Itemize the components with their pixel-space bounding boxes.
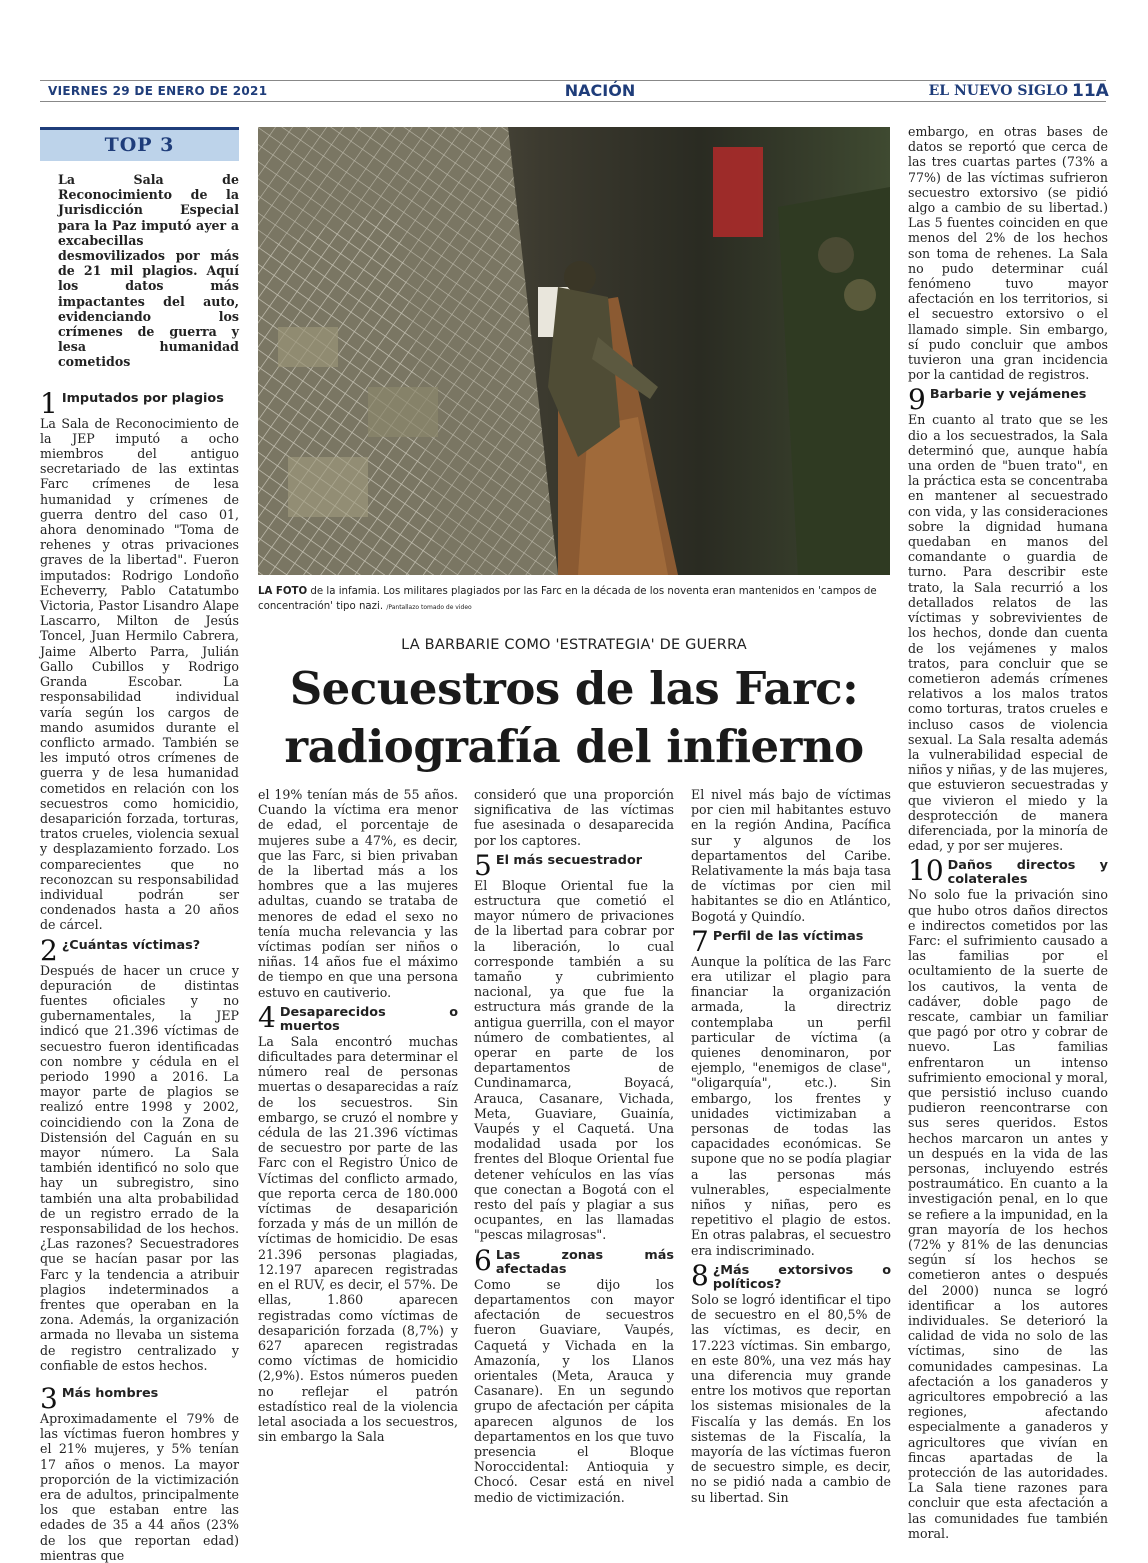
section-7	[691, 924, 891, 1258]
photo-caption	[258, 584, 890, 615]
section-name: NACIÓN	[564, 81, 636, 100]
newspaper-name: EL NUEVO SIGLO	[928, 83, 1068, 99]
section-6	[474, 1243, 674, 1505]
section-number: 5	[474, 848, 492, 882]
page-number: 11A	[1072, 81, 1109, 101]
column-5	[908, 124, 1108, 1541]
section-text: el 19% tenían más de 55 años. Cuando la víctima era menor de edad, el porcentaje de mujeres sube a 47%, es decir, que las Farc, si bien privaban de la libertad más a los hombres que a las mujeres adultas, cuando se trataba de menores de edad el sexo no tenía mucha relevancia y las víctimas podían ser niños o niñas. 14 años fue el máximo de tiempo en que una persona estuvo en cautiverio.	[258, 787, 458, 1000]
section-title: Barbarie y vejámenes	[929, 387, 1087, 403]
section-title: Perfil de las víctimas	[712, 928, 864, 944]
column-1	[40, 172, 239, 1563]
article-headline	[258, 660, 890, 776]
section-number: 4	[258, 1000, 276, 1034]
section-4	[258, 1000, 458, 1445]
section-text: Solo se logró identificar el tipo de secuestro en el 80,5% de las víctimas, es decir, en 17.223 víctimas. Sin embargo, en este 80%, una vez más hay una diferencia muy grande entre los motivos que reportan los sistemas misionales de la Fiscalía y las demás. En los sistemas de la Fiscalía, la mayoría de las víctimas fueron de secuestro simple, es decir, no se pidió nada a cambio de su libertad. Sin	[691, 1291, 891, 1505]
section-number: 7	[691, 924, 709, 958]
sidebar-intro: La Sala de Reconocimiento de la Jurisdicción Especial para la Paz imputó ayer a excabecillas desmovilizados por más de 21 mil plagios. Aquí los datos más impactantes del auto, evidenciando los crímenes de guerra y lesa humanidad cometidos	[58, 172, 239, 370]
section-text: embargo, en otras bases de datos se reportó que cerca de las tres cuartas partes (73% a 77%) de las víctimas sufrieron secuestro extorsivo (se pidió algo a cambio de su libertad.) Las 5 fuentes coinciden en que menos del 2% de los hechos son toma de rehenes. La Sala no pudo determinar cuál fenómeno tuvo mayor afectación en los territorios, si el secuestro extorsivo o el llamado simple. Sin embargo, sí pudo concluir que ambos tuvieron una gran incidencia por la cantidad de registros.	[908, 124, 1108, 383]
article-kicker: LA BARBARIE COMO 'ESTRATEGIA' DE GUERRA	[401, 637, 747, 653]
section-text: consideró que una proporción significativa de las víctimas fue asesinada o desaparecida por los captores.	[474, 787, 674, 848]
section-title: Más hombres	[61, 1386, 159, 1402]
section-title: El más secuestrador	[495, 852, 643, 868]
section-8	[691, 1258, 891, 1505]
section-2	[40, 933, 239, 1373]
section-title: Daños directos y colaterales	[947, 858, 1108, 888]
section-text: Aproximadamente el 79% de las víctimas fueron hombres y el 21% mujeres, y 5% tenían 17 años o menos. La mayor proporción de la victimización era de adultos, principalmente los que estaban entre las edades de 35 a 44 años (23% de los que reportan edad) mientras que	[40, 1411, 239, 1563]
column-3	[474, 787, 674, 1505]
section-number: 9	[908, 383, 926, 417]
photo-credit: /Pantallazo tomado de video	[386, 604, 472, 611]
section-title: Desaparecidos o muertos	[279, 1004, 458, 1034]
column-4	[691, 787, 891, 1505]
section-number: 3	[40, 1382, 58, 1416]
caption-text: de la infamia. Los militares plagiados por las Farc en la década de los noventa eran mantenidos en 'campos de concentración' tipo nazi.	[258, 586, 877, 612]
section-1	[40, 386, 239, 933]
section-5	[474, 848, 674, 1243]
section-title: ¿Cuántas víctimas?	[61, 937, 201, 953]
section-text: En cuanto al trato que se les dio a los secuestrados, la Sala determinó que, aunque había una orden de "buen trato", en la práctica esta se concentraba en mantener al secuestrado con vida, y las consideraciones sobre la dignidad humana quedaban en manos del comandante o guardia de turno. Para describir este trato, la Sala recurrió a los detallados relatos de las víctimas y sobrevivientes de los hechos, donde dan cuenta de los vejámenes y malos tratos, para concluir que se cometieron además crímenes relativos a los malos tratos como torturas, tratos crueles e incluso casos de violencia sexual. La Sala resalta además la vulnerabilidad especial de niños y niñas, y de las mujeres, que estuvieron secuestradas y que vivieron el miedo y la desprotección de manera diferenciada, por la minoría de edad, y por ser mujeres.	[908, 412, 1108, 854]
headline-line-1: Secuestros de las Farc:	[289, 662, 859, 715]
column-2	[258, 787, 458, 1444]
section-text: El Bloque Oriental fue la estructura que cometió el mayor número de privaciones de la libertad para cobrar por la liberación, lo cual corresponde también a su tamaño y cubrimiento nacional, ya que fue la estructura más grande de la antigua guerrilla, con el mayor número de combatientes, al operar en parte de los departamentos de Cundinamarca, Boyacá, Arauca, Casanare, Vichada, Meta, Guaviare, Guainía, Vaupés y el Caquetá. Una modalidad usada por los frentes del Bloque Oriental fue detener vehículos en las vías que conectan a Bogotá con el resto del país y plagiar a sus ocupantes, en las llamadas "pescas milagrosas".	[474, 877, 674, 1243]
section-number: 10	[908, 854, 944, 888]
section-number: 6	[474, 1243, 492, 1277]
top3-box-title: TOP 3	[40, 127, 239, 161]
issue-date: VIERNES 29 DE ENERO DE 2021	[48, 84, 268, 98]
section-number: 1	[40, 386, 58, 420]
section-title: ¿Más extorsivos o políticos?	[712, 1262, 891, 1292]
section-text: La Sala encontró muchas dificultades para determinar el número real de personas muertas o desaparecidas a raíz de los secuestros. Sin embargo, se cruzó el nombre y cédula de las 21.396 víctimas de secuestro por parte de las Farc con el Registro Único de Víctimas del conflicto armado, que reporta cerca de 180.000 víctimas de desaparición forzada y más de un millón de víctimas de homicidio. De esas 21.396 personas plagiadas, 12.197 aparecen registradas en el RUV, es decir, el 57%. De ellas, 1.860 aparecen registradas como víctimas de desaparición forzada (8,7%) y 627 aparecen registradas como víctimas de homicidio (2,9%). Estos números pueden no reflejar el patrón estadístico real de la violencia letal asociada a los secuestros, sin embargo la Sala	[258, 1033, 458, 1445]
section-text: Como se dijo los departamentos con mayor afectación de secuestros fueron Guaviare, Vaupés, Caquetá y Vichada en la Amazonía, y los Llanos orientales (Meta, Arauca y Casanare). En un segundo grupo de afectación per cápita aparecen algunos de los departamentos en los que tuvo presencia el Bloque Noroccidental: Antioquia y Chocó. Cesar está en nivel medio de victimización.	[474, 1276, 674, 1505]
section-title: Las zonas más afectadas	[495, 1247, 674, 1277]
section-9	[908, 383, 1108, 854]
section-number: 8	[691, 1258, 709, 1292]
section-text: Después de hacer un cruce y depuración de distintas fuentes oficiales y no gubernamentales, la JEP indicó que 21.396 víctimas de secuestro fueron identificadas con nombre y cédula en el periodo 1990 a 2016. La mayor parte de plagios se realizó entre 1998 y 2002, coincidiendo con la Zona de Distensión del Caguán en su mayor número. La Sala también identificó no solo que hay un subregistro, sino también una alta probabilidad de un registro errado de la responsabilidad de los hechos. ¿Las razones? Secuestradores que se hacían pasar por las Farc y la tendencia a atribuir plagios indeterminados a frentes que operaban en la zona. Además, la organización armada no llevaba un sistema de registro centralizado y confiable de estos hechos.	[40, 962, 239, 1373]
headline-line-2: radiografía del infierno	[284, 720, 864, 773]
section-title: Imputados por plagios	[61, 390, 224, 406]
section-text: No solo fue la privación sino que hubo otros daños directos e indirectos cometidos por las Farc: el sufrimiento causado a las familias por el ocultamiento de la suerte de los cautivos, la venta de cadáver, doble pago de rescate, cambiar un familiar que pagó por otro y cobrar de nuevo. Las familias enfrentaron un intenso sufrimiento emocional y moral, que persistió incluso cuando pudieron reencontrarse con sus seres queridos. Estos hechos marcaron un antes y un después en la vida de las personas, incluyendo estrés postraumático. En cuanto a la investigación penal, en lo que se refiere a la impunidad, en la gran mayoría de los hechos (72% y 81% de las denuncias según sí los hechos se cometieron antes o después del 2000) nunca se logró identificar a los autores individuales. Se deterioró la calidad de vida no solo de las víctimas, sino de las comunidades campesinas. La afectación a los ganaderos y agricultores empobreció a las regiones, afectando especialmente a ganaderos y agricultores que vivían en fincas apartadas de la protección de las autoridades. La Sala tiene razones para concluir que esta afectación a las comunidades fue también moral.	[908, 887, 1108, 1541]
section-3	[40, 1382, 239, 1563]
section-text: La Sala de Reconocimiento de la JEP imputó a ocho miembros del antiguo secretariado de las extintas Farc crímenes de lesa humanidad y crímenes de guerra dentro del caso 01, ahora denominado "Toma de rehenes y otras privaciones graves de la libertad". Fueron imputados: Rodrigo Londoño Echeverry, Pablo Catatumbo Victoria, Pastor Lisandro Alape Lascarro, Milton de Jesús Toncel, Juan Hermilo Cabrera, Jaime Alberto Parra, Julián Gallo Cubillos y Rodrigo Granda Escobar. La responsabilidad individual varía según los cargos de mando asumidos durante el conflicto armado. También se les imputó otros crímenes de guerra y de lesa humanidad cometidos en relación con los secuestros como homicidio, desaparición forzada, torturas, tratos crueles, violencia sexual y desplazamiento forzado. Los comparecientes que no reconozcan su responsabilidad individual podrán ser condenados hasta a 20 años de cárcel.	[40, 415, 239, 933]
section-number: 2	[40, 933, 58, 967]
caption-lead: LA FOTO	[258, 586, 308, 597]
article-photo	[258, 127, 890, 575]
section-text: Aunque la política de las Farc era utilizar el plagio para financiar la organización armada, la directriz contemplaba un perfil particular de víctima (a quienes denominaron, por ejemplo, "enemigos de clase", "oligarquía", etc.). Sin embargo, los frentes y unidades victimizaban a personas de todas las capacidades económicas. Se supone que no se podía plagiar a las personas más vulnerables, especialmente niños y niñas, pero es repetitivo el plagio de estos. En otras palabras, el secuestro era indiscriminado.	[691, 953, 891, 1258]
section-10	[908, 854, 1108, 1541]
section-text: El nivel más bajo de víctimas por cien mil habitantes estuvo en la región Andina, Pacífica sur y algunos de los departamentos del Caribe. Relativamente la más baja tasa de víctimas por cien mil habitantes se dio en Atlántico, Bogotá y Quindío.	[691, 787, 891, 924]
